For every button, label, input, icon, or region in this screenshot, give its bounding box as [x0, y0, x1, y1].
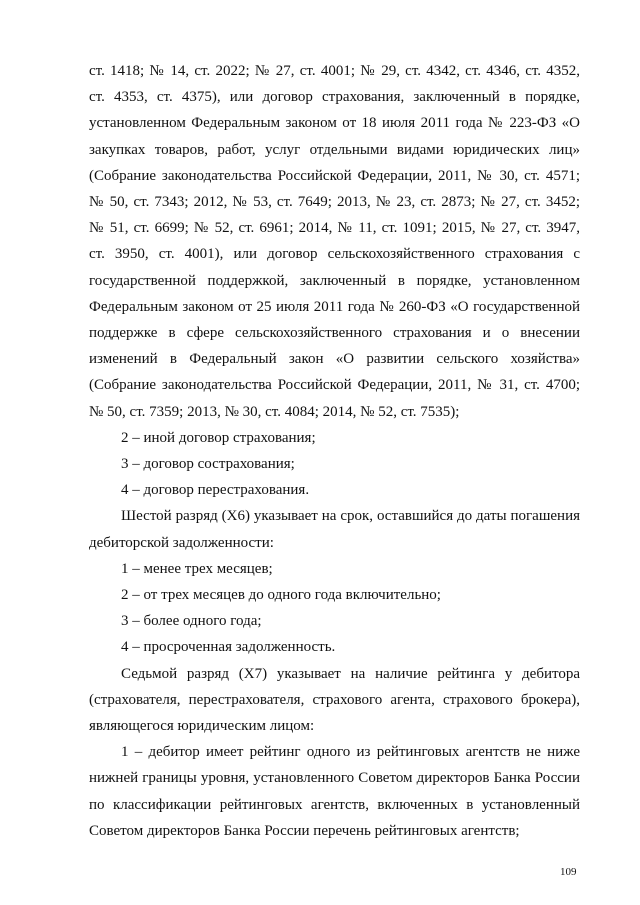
- text-line-5: (Собрание законодательства Российской Федерации, 2011, № 30, ст. 4571;: [89, 167, 580, 184]
- text-line-7: № 51, ст. 6699; № 52, ст. 6961; 2014, № 11, ст. 1091; 2015, № 27, ст. 3947,: [89, 220, 580, 237]
- text-line-9: государственной поддержкой, заключенный в порядке, установленном: [89, 272, 580, 289]
- text-line-13: (Собрание законодательства Российской Федерации, 2011, № 31, ст. 4700;: [89, 377, 580, 394]
- text-line-25: (страхователя, перестрахователя, страхового агента, страхового брокера),: [89, 691, 580, 708]
- text-line-28: нижней границы уровня, установленного Советом директоров Банка России: [89, 770, 580, 787]
- text-line-11: поддержке в сфере сельскохозяйственного страхования и о внесении: [89, 325, 580, 342]
- text-line-17: 4 – договор перестрахования.: [121, 482, 310, 499]
- text-line-15: 2 – иной договор страхования;: [121, 429, 316, 446]
- text-line-21: 2 – от трех месяцев до одного года включительно;: [121, 587, 441, 604]
- text-line-19: дебиторской задолженности:: [89, 534, 274, 551]
- text-line-1: ст. 1418; № 14, ст. 2022; № 27, ст. 4001; № 29, ст. 4342, ст. 4346, ст. 4352,: [89, 63, 580, 79]
- text-line-4: закупках товаров, работ, услуг отдельными видами юридических лиц»: [89, 141, 580, 158]
- text-line-18: Шестой разряд (X6) указывает на срок, оставшийся до даты погашения: [121, 508, 580, 525]
- text-line-3: установленном Федеральным законом от 18 июля 2011 года № 223-ФЗ «О: [89, 115, 580, 132]
- text-line-20: 1 – менее трех месяцев;: [121, 560, 273, 577]
- text-line-27: 1 – дебитор имеет рейтинг одного из рейтинговых агентств не ниже: [121, 744, 580, 761]
- text-line-8: ст. 3950, ст. 4001), или договор сельскохозяйственного страхования с: [89, 246, 580, 263]
- text-line-22: 3 – более одного года;: [121, 613, 262, 630]
- body-text: [89, 58, 580, 844]
- text-line-16: 3 – договор сострахования;: [121, 456, 295, 473]
- text-line-10: Федеральным законом от 25 июля 2011 года № 260-ФЗ «О государственной: [89, 298, 580, 315]
- text-line-29: по классификации рейтинговых агентств, включенных в установленный: [89, 796, 580, 813]
- page-number: 109: [560, 866, 577, 878]
- text-line-26: являющегося юридическим лицом:: [89, 718, 315, 735]
- text-line-12: изменений в Федеральный закон «О развитии сельского хозяйства»: [89, 351, 580, 368]
- text-line-14: № 50, ст. 7359; 2013, № 30, ст. 4084; 2014, № 52, ст. 7535);: [89, 403, 460, 420]
- text-line-30: Советом директоров Банка России перечень рейтинговых агентств;: [89, 822, 520, 839]
- text-line-23: 4 – просроченная задолженность.: [121, 639, 336, 656]
- text-line-2: ст. 4353, ст. 4375), или договор страхования, заключенный в порядке,: [89, 89, 580, 106]
- text-line-6: № 50, ст. 7343; 2012, № 53, ст. 7649; 2013, № 23, ст. 2873; № 27, ст. 3452;: [89, 194, 580, 211]
- text-line-24: Седьмой разряд (X7) указывает на наличие рейтинга у дебитора: [121, 665, 580, 682]
